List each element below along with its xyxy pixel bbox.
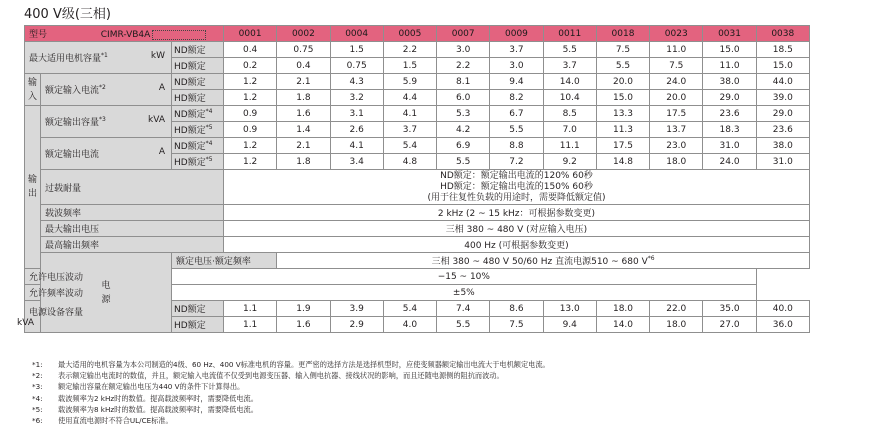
table-row: [25, 285, 810, 301]
model-code: 0011: [543, 26, 596, 42]
input-nd-value: 44.0: [756, 74, 809, 90]
capacity-nd-value: 1.6: [277, 106, 330, 122]
nd-label: ND额定: [172, 74, 224, 90]
input-hd-value: 15.0: [596, 90, 649, 106]
motor-hd-value: 15.0: [756, 58, 809, 74]
table-row: [25, 253, 810, 269]
rated-voltage-value: 三相 380 ~ 480 V 50/60 Hz 直流电源510 ~ 680 $V^{*6}$: [277, 253, 810, 269]
input-hd-value: 8.2: [490, 90, 543, 106]
capacity-nd-value: 0.9: [224, 106, 277, 122]
current-nd-value: 17.5: [596, 138, 649, 154]
model-label: 型号: [29, 30, 48, 40]
current-hd-value: 3.4: [330, 154, 383, 170]
motor-nd-value: 0.4: [224, 42, 277, 58]
model-code: 0038: [756, 26, 809, 42]
capacity-nd-value: 8.5: [543, 106, 596, 122]
table-row: [25, 106, 810, 122]
input-current-label-cell: 额定输入电流$^{*2}$ A: [41, 74, 172, 106]
motor-hd-value: 11.0: [703, 58, 756, 74]
motor-nd-value: 3.0: [437, 42, 490, 58]
input-hd-value: 3.2: [330, 90, 383, 106]
equip-hd-value: 9.4: [543, 317, 596, 333]
motor-hd-value: 1.5: [383, 58, 436, 74]
hd-label: HD额定$^{*5}$: [172, 122, 224, 138]
model-code: 0009: [490, 26, 543, 42]
equip-nd-value: 8.6: [490, 301, 543, 317]
equip-hd-value: 1.1: [224, 317, 277, 333]
equip-hd-value: 27.0: [703, 317, 756, 333]
footnote: *6: 使用直流电源时不符合UL/CE标准。: [32, 416, 173, 426]
equip-hd-value: 4.0: [383, 317, 436, 333]
capacity-hd-value: 4.2: [437, 122, 490, 138]
current-nd-value: 2.1: [277, 138, 330, 154]
motor-nd-value: 18.5: [756, 42, 809, 58]
current-nd-value: 23.0: [650, 138, 703, 154]
output-current-label: 额定输出电流: [45, 150, 100, 160]
motor-nd-value: 7.5: [596, 42, 649, 58]
motor-nd-value: 3.7: [490, 42, 543, 58]
input-current-label: 额定输入电流: [45, 86, 100, 96]
voltage-tolerance-label: 允许电压波动: [25, 269, 172, 285]
motor-nd-value: 2.2: [383, 42, 436, 58]
output-capacity-label: 额定输出容量: [45, 118, 100, 128]
input-nd-value: 24.0: [650, 74, 703, 90]
footnote: *4: 载波频率为2 kHz时的数值。提高载波频率时，需要降低电流。: [32, 393, 258, 403]
equipment-capacity-unit: kVA: [17, 318, 34, 328]
input-nd-value: 20.0: [596, 74, 649, 90]
model-prefix: CIMR-VB4A: [100, 30, 151, 40]
current-nd-value: 5.4: [383, 138, 436, 154]
input-hd-value: 20.0: [650, 90, 703, 106]
capacity-hd-value: 11.3: [596, 122, 649, 138]
current-nd-value: 8.8: [490, 138, 543, 154]
input-nd-value: 14.0: [543, 74, 596, 90]
frequency-tolerance-value: ±5%: [172, 285, 757, 301]
nd-label: ND额定: [172, 301, 224, 317]
input-nd-value: 2.1: [277, 74, 330, 90]
motor-hd-value: 2.2: [437, 58, 490, 74]
output-current-label-cell: [41, 138, 172, 170]
equip-nd-value: 1.9: [277, 301, 330, 317]
equip-nd-value: 5.4: [383, 301, 436, 317]
equip-hd-value: 1.6: [277, 317, 330, 333]
table-row: [25, 237, 810, 253]
equipment-capacity-label: 电源设备容量: [29, 308, 84, 318]
input-unit: A: [158, 83, 165, 93]
footnote: *3: 额定输出容量在额定输出电压为440 V的条件下计算得出。: [32, 382, 245, 392]
input-hd-value: 39.0: [756, 90, 809, 106]
output-capacity-unit: kVA: [148, 115, 165, 125]
input-hd-value: 4.4: [383, 90, 436, 106]
max-voltage-label: 最大输出电压: [41, 221, 224, 237]
motor-nd-value: 1.5: [330, 42, 383, 58]
model-code: 0031: [703, 26, 756, 42]
capacity-nd-value: 3.1: [330, 106, 383, 122]
current-hd-value: 14.8: [596, 154, 649, 170]
voltage-tolerance-value: −15 ~ 10%: [172, 269, 757, 285]
table-row: [25, 269, 810, 285]
overload-value: ND额定：额定输出电流的120% 60秒 HD额定：额定输出电流的150% 60秒 (用于往复性负载的用途时，需要降低额定值): [224, 170, 810, 205]
equip-nd-value: 13.0: [543, 301, 596, 317]
current-nd-value: 1.2: [224, 138, 277, 154]
table-row: [25, 74, 810, 90]
equip-nd-value: 22.0: [650, 301, 703, 317]
current-hd-value: 4.8: [383, 154, 436, 170]
input-nd-value: 8.1: [437, 74, 490, 90]
equip-hd-value: 2.9: [330, 317, 383, 333]
motor-hd-value: 5.5: [596, 58, 649, 74]
nd-label: ND额定$^{*4}$: [172, 138, 224, 154]
capacity-hd-value: 2.6: [330, 122, 383, 138]
input-hd-value: 6.0: [437, 90, 490, 106]
current-nd-value: 11.1: [543, 138, 596, 154]
input-hd-value: 29.0: [703, 90, 756, 106]
current-nd-value: 4.1: [330, 138, 383, 154]
capacity-hd-value: 3.7: [383, 122, 436, 138]
equip-hd-value: 5.5: [437, 317, 490, 333]
equip-hd-value: 7.5: [490, 317, 543, 333]
table-row: [25, 170, 810, 205]
max-voltage-value: 三相 380 ~ 480 V (对应输入电压): [224, 221, 810, 237]
capacity-hd-value: 23.6: [756, 122, 809, 138]
model-code: 0004: [330, 26, 383, 42]
footnote: *1: 最大适用的电机容量为本公司制造的4级、60 Hz、400 V标准电机的容量。更严密的选择方法是选择机型时，应使变频器额定输出电流大于电机额定电流。: [32, 360, 550, 369]
model-code: 0007: [437, 26, 490, 42]
footnote: *5: 载波频率为8 kHz时的数值。提高载波频率时，需要降低电流。: [32, 404, 258, 414]
motor-nd-value: 11.0: [650, 42, 703, 58]
capacity-nd-value: 4.1: [383, 106, 436, 122]
motor-nd-value: 15.0: [703, 42, 756, 58]
hd-label: HD额定: [172, 317, 224, 333]
capacity-hd-value: 7.0: [543, 122, 596, 138]
capacity-nd-value: 23.6: [703, 106, 756, 122]
hd-label: HD额定: [172, 90, 224, 106]
capacity-hd-value: 0.9: [224, 122, 277, 138]
motor-hd-value: 0.4: [277, 58, 330, 74]
table-row: [25, 138, 810, 154]
current-nd-value: 31.0: [703, 138, 756, 154]
output-capacity-label-cell: 额定输出容量$^{*3}$ kVA: [41, 106, 172, 138]
capacity-nd-value: 13.3: [596, 106, 649, 122]
input-hd-value: 10.4: [543, 90, 596, 106]
input-nd-value: 4.3: [330, 74, 383, 90]
header-row: [25, 26, 810, 42]
equip-hd-value: 18.0: [650, 317, 703, 333]
input-nd-value: 5.9: [383, 74, 436, 90]
motor-hd-value: 0.2: [224, 58, 277, 74]
motor-unit: kW: [150, 51, 165, 61]
current-hd-value: 9.2: [543, 154, 596, 170]
page-title: 400 V级(三相): [24, 7, 111, 22]
capacity-hd-value: 18.3: [703, 122, 756, 138]
motor-nd-value: 0.75: [277, 42, 330, 58]
carrier-value: 2 kHz (2 ~ 15 kHz：可根据参数变更): [224, 205, 810, 221]
motor-label-cell: 最大适用电机容量$^{*1}$ kW: [25, 42, 172, 74]
input-nd-value: 9.4: [490, 74, 543, 90]
capacity-hd-value: 5.5: [490, 122, 543, 138]
table-row: [25, 221, 810, 237]
model-code: 0023: [650, 26, 703, 42]
model-header: [25, 26, 224, 42]
output-group-label: 输 出: [25, 106, 41, 269]
motor-hd-value: 7.5: [650, 58, 703, 74]
capacity-nd-value: 6.7: [490, 106, 543, 122]
footnote: *2: 表示额定输出电流时的数值，并且，额定输入电流值不仅受到电源变压器、输入侧电抗器、接线状况的影响，而且还随电源侧的阻抗而波动。: [32, 371, 504, 381]
capacity-hd-value: 1.4: [277, 122, 330, 138]
model-code-placeholder: [152, 30, 206, 40]
current-hd-value: 5.5: [437, 154, 490, 170]
capacity-nd-value: 29.0: [756, 106, 809, 122]
spec-table: [17, 25, 810, 333]
input-nd-value: 38.0: [703, 74, 756, 90]
current-nd-value: 6.9: [437, 138, 490, 154]
nd-label: ND额定$^{*4}$: [172, 106, 224, 122]
output-current-unit: A: [158, 147, 165, 157]
motor-label: 最大适用电机容量: [29, 54, 102, 64]
hd-label: HD额定$^{*5}$: [172, 154, 224, 170]
max-frequency-label: 最高输出频率: [41, 237, 224, 253]
motor-hd-value: 3.7: [543, 58, 596, 74]
nd-label: ND额定: [172, 42, 224, 58]
carrier-label: 载波频率: [41, 205, 224, 221]
power-group-label: 电 源: [41, 253, 172, 333]
hd-label: HD额定: [172, 58, 224, 74]
capacity-nd-value: 5.3: [437, 106, 490, 122]
input-hd-value: 1.8: [277, 90, 330, 106]
input-nd-value: 1.2: [224, 74, 277, 90]
equip-hd-value: 14.0: [596, 317, 649, 333]
overload-label: 过载耐量: [41, 170, 224, 205]
model-code: 0001: [224, 26, 277, 42]
model-code: 0005: [383, 26, 436, 42]
motor-hd-value: 3.0: [490, 58, 543, 74]
capacity-nd-value: 17.5: [650, 106, 703, 122]
equip-nd-value: 35.0: [703, 301, 756, 317]
current-nd-value: 38.0: [756, 138, 809, 154]
equip-nd-value: 40.0: [756, 301, 809, 317]
motor-hd-value: 0.75: [330, 58, 383, 74]
current-hd-value: 18.0: [650, 154, 703, 170]
current-hd-value: 1.8: [277, 154, 330, 170]
current-hd-value: 24.0: [703, 154, 756, 170]
model-code: 0018: [596, 26, 649, 42]
frequency-tolerance-label: 允许频率波动: [25, 285, 172, 301]
equip-nd-value: 7.4: [437, 301, 490, 317]
current-hd-value: 31.0: [756, 154, 809, 170]
equip-hd-value: 36.0: [756, 317, 809, 333]
current-hd-value: 1.2: [224, 154, 277, 170]
max-frequency-value: 400 Hz (可根据参数变更): [224, 237, 810, 253]
equip-nd-value: 1.1: [224, 301, 277, 317]
input-group-label: 输 入: [25, 74, 41, 106]
model-code: 0002: [277, 26, 330, 42]
equipment-capacity-label-cell: [17, 301, 84, 333]
capacity-hd-value: 13.7: [650, 122, 703, 138]
equip-nd-value: 3.9: [330, 301, 383, 317]
footnotes: [32, 359, 550, 426]
table-row: [25, 42, 810, 58]
motor-nd-value: 5.5: [543, 42, 596, 58]
equip-nd-value: 18.0: [596, 301, 649, 317]
input-hd-value: 1.2: [224, 90, 277, 106]
rated-voltage-label: 额定电压·额定频率: [172, 253, 277, 269]
table-row: [25, 205, 810, 221]
current-hd-value: 7.2: [490, 154, 543, 170]
